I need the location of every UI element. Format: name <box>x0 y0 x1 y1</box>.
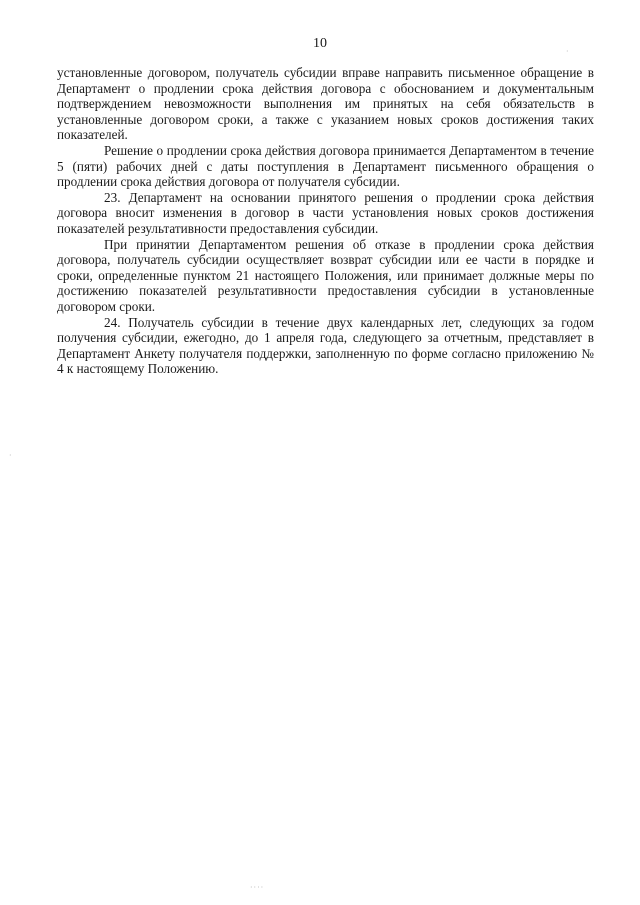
page-number: 10 <box>313 36 327 51</box>
scan-speck: · <box>566 47 569 56</box>
paragraph-clause-23: 23. Департамент на основании принятого решения о продлении срока действия договора вносит изменения в договор в части установления новых сроков достижения показателей результативности предоставления субсидии. <box>57 189 594 236</box>
body-text <box>57 65 594 377</box>
paragraph-continuation: установленные договором, получатель субсидии вправе направить письменное обращение в Департамент о продлении срока действия договора с обоснованием и документальным подтверждением невозможности выполнения им принятых на себя обязательств в установленные договором сроки, а также с указанием новых сроков достижения таких показателей. <box>57 65 594 143</box>
paragraph-clause-24: 24. Получатель субсидии в течение двух календарных лет, следующих за годом получения субсидии, ежегодно, до 1 апреля года, следующего за отчетным, представляет в Департамент Анкету получателя поддержки, заполненную по форме согласно приложению № 4 к настоящему Положению. <box>57 314 594 377</box>
scan-speck: ···· <box>250 883 265 892</box>
scan-speck: · <box>9 451 12 460</box>
paragraph-extension-decision: Решение о продлении срока действия договора принимается Департаментом в течение 5 (пяти) рабочих дней с даты поступления в Департамент письменного обращения о продлении срока действия договора от получателя субсидии. <box>57 142 594 190</box>
paragraph-refusal: При принятии Департаментом решения об отказе в продлении срока действия договора, получатель субсидии осуществляет возврат субсидии или ее части в порядке и сроки, определенные пунктом 21 настоящего Положения, или принимает должные меры по достижению показателей результативности предоставления субсидии в установленные договором сроки. <box>57 236 594 314</box>
